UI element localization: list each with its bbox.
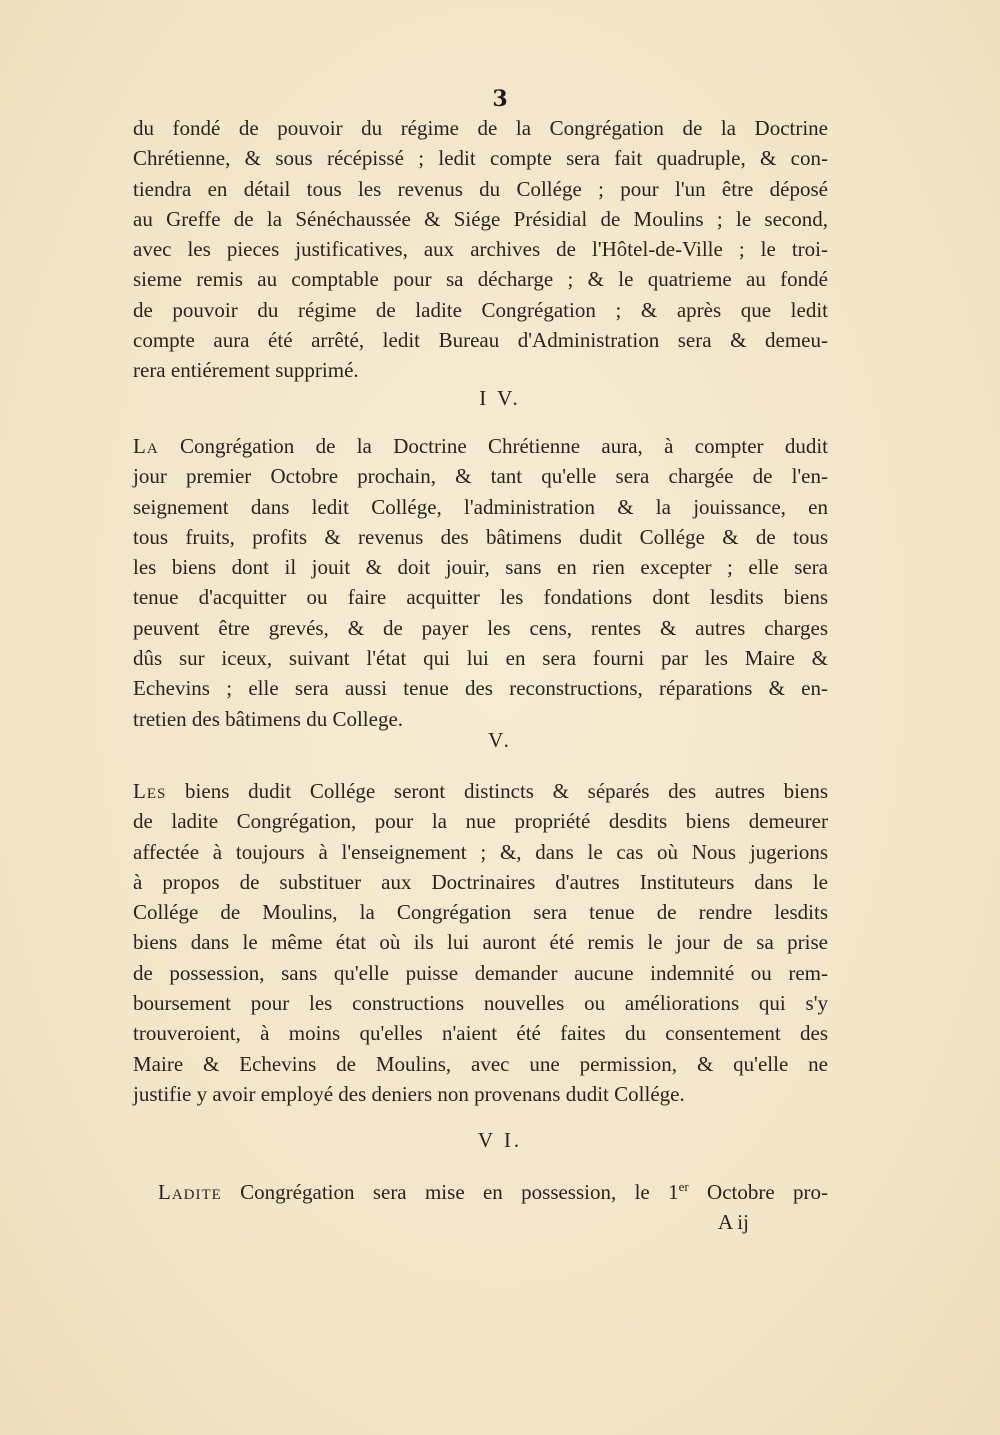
text-line: au Greffe de la Sénéchaussée & Siége Présidial de Moulins ; le second, [133,206,828,231]
text-line: les biens dont il jouit & doit jouir, sans en rien excepter ; elle sera [133,555,828,580]
text-fragment: Octobre pro- [707,1180,828,1204]
text-line: Maire & Echevins de Moulins, avec une permission, & qu'elle ne [133,1051,828,1076]
text-line: avec les pieces justificatives, aux archives de l'Hôtel-de-Ville ; le troi- [133,237,828,262]
text-line: tiendra en détail tous les revenus du Collége ; pour l'un être déposé [133,176,828,201]
superscript: er [678,1179,689,1194]
page-number: 3 [492,86,508,112]
section-heading-v: V. [488,728,512,752]
text-line: à propos de substituer aux Doctrinaires d'autres Instituteurs dans le [133,869,828,894]
text-line: de ladite Congrégation, pour la nue propriété desdits biens demeurer [133,809,828,834]
paragraph-lead: Les [133,779,167,803]
text-line: Collége de Moulins, la Congrégation sera tenue de rendre lesdits [133,900,828,925]
paragraph-lead: Ladite [158,1180,222,1204]
paragraph-2 [133,431,828,734]
text-fragment: Congrégation de la Doctrine Chrétienne aura, à compter dudit [179,434,828,458]
text-fragment: Congrégation sera mise en possession, le 1 [240,1180,679,1204]
section-heading-vi: V I. [477,1128,523,1152]
text-line: compte aura été arrêté, ledit Bureau d'Administration sera & demeu- [133,328,828,353]
paragraph-1 [133,113,828,386]
text-line: sieme remis au comptable pour sa décharge ; & le quatrieme au fondé [133,267,828,292]
text-line: seignement dans ledit Collége, l'administration & la jouissance, en [133,494,828,519]
text-line: justifie y avoir employé des deniers non provenans dudit Collége. [133,1081,685,1106]
paragraph-4 [158,1179,828,1205]
text-line: Chrétienne, & sous récépissé ; ledit compte sera fait quadruple, & con- [133,146,828,171]
text-line: trouveroient, à moins qu'elles n'aient été faites du consentement des [133,1021,828,1046]
text-line: tretien des bâtimens du College. [133,706,404,731]
text-line: de pouvoir du régime de ladite Congrégation ; & après que ledit [133,297,828,322]
text-line [133,431,828,461]
text-line: Echevins ; elle sera aussi tenue des reconstructions, réparations & en- [133,676,828,701]
text-line: dûs sur iceux, suivant l'état qui lui en sera fourni par les Maire & [133,646,828,671]
text-fragment: biens dudit Collége seront distincts & séparés des autres biens [185,779,828,803]
text-line: peuvent être grevés, & de payer les cens, rentes & autres charges [133,615,828,640]
text-line: rera entiérement supprimé. [133,358,359,383]
text-line [133,776,828,806]
text-line: tenue d'acquitter ou faire acquitter les fondations dont lesdits biens [133,585,828,610]
text-line: biens dans le même état où ils lui auront été remis le jour de sa prise [133,930,828,955]
text-line: boursement pour les constructions nouvelles ou améliorations qui s'y [133,991,828,1016]
signature-mark: A ij [718,1210,749,1234]
paragraph-3 [133,776,828,1109]
text-line: tous fruits, profits & revenus des bâtimens dudit Collége & de tous [133,524,828,549]
section-heading-iv: I V. [479,386,521,410]
text-line: de possession, sans qu'elle puisse demander aucune indemnité ou rem- [133,960,828,985]
text-line: affectée à toujours à l'enseignement ; &, dans le cas où Nous jugerions [133,839,828,864]
paragraph-lead: La [133,434,159,458]
text-line: jour premier Octobre prochain, & tant qu'elle sera chargée de l'en- [133,464,828,489]
text-line: du fondé de pouvoir du régime de la Congrégation de la Doctrine [133,116,828,140]
